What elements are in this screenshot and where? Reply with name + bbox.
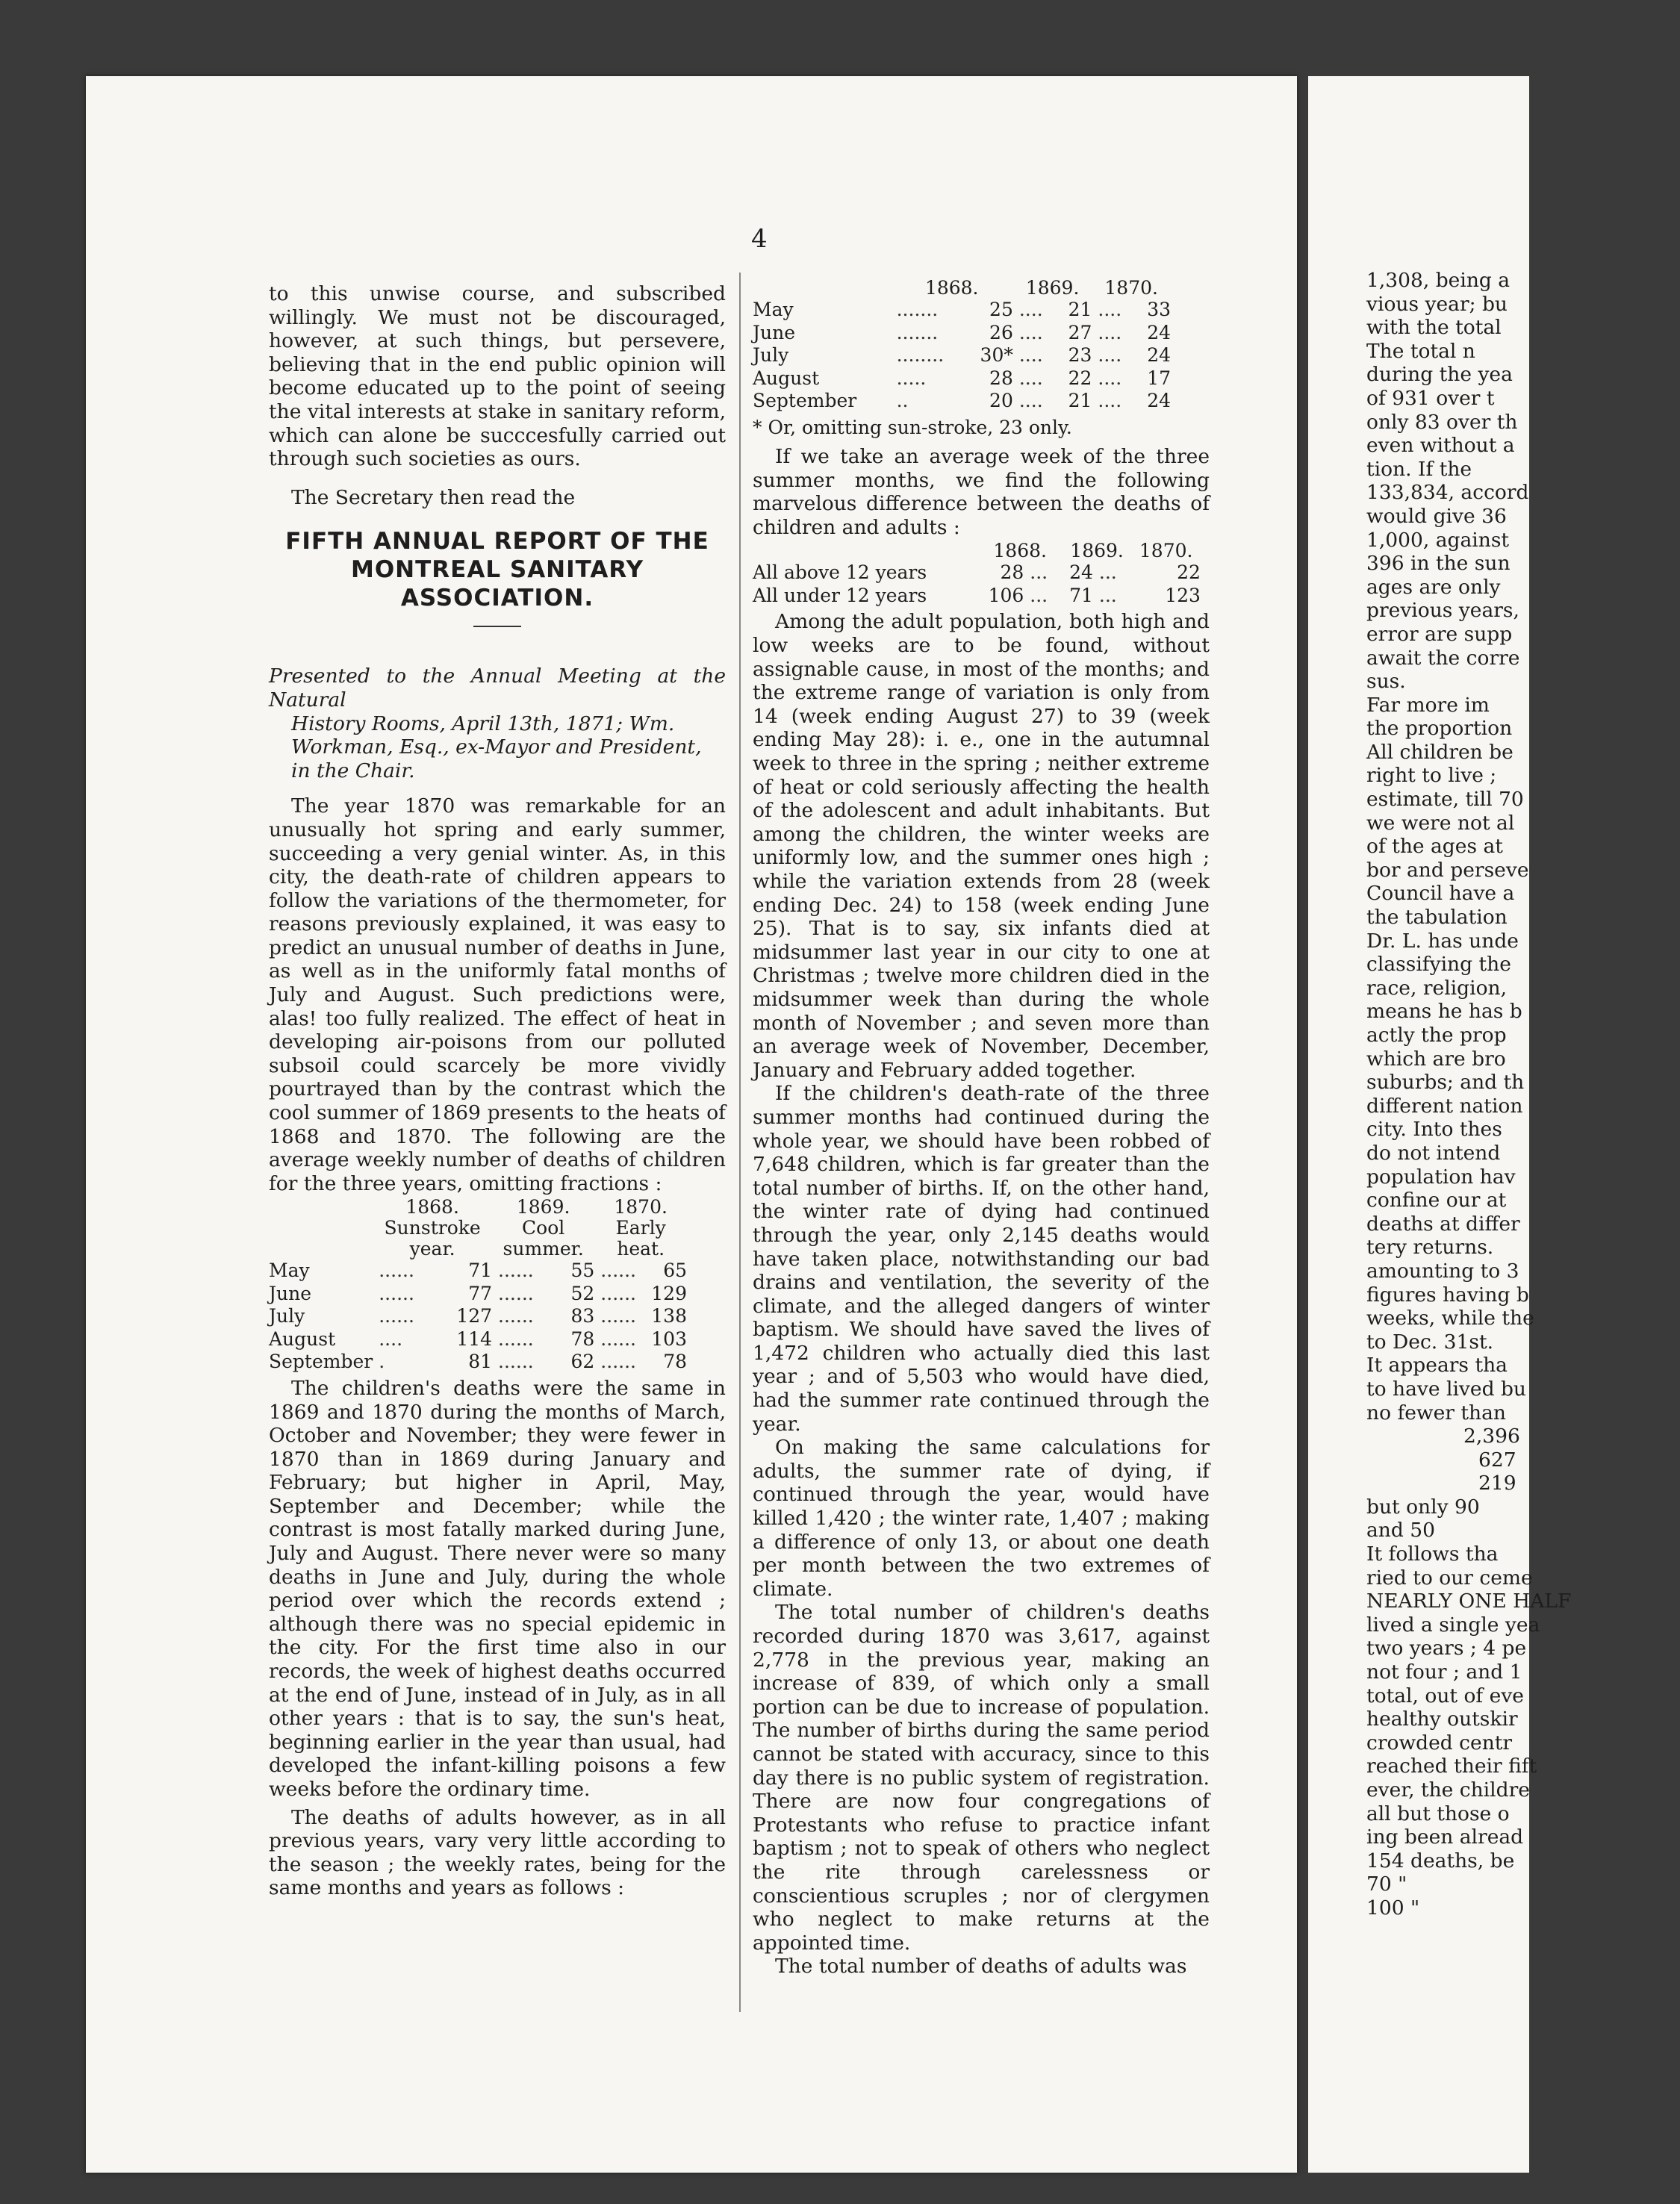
table-row: August .... 114 ...... 78 ...... 103	[269, 1327, 687, 1350]
footnote: * Or, omitting sun-stroke, 23 only.	[753, 416, 1072, 438]
paragraph-7: On making the same calculations for adults, the summer rate of dying, if continued through the year, would have killed 1,420 ; the winter rate, 1,407 ; making a difference of only 13, or about one death per month between the two extremes of climate.	[753, 1436, 1210, 1601]
text-line: the tabulation	[1366, 906, 1508, 930]
text-line: means he has b	[1366, 1000, 1522, 1024]
text-line: actly the prop	[1366, 1024, 1507, 1047]
secretary-paragraph: The Secretary then read the	[291, 485, 576, 509]
paragraph-1: The year 1870 was remarkable for an unusually hot spring and early summer, succeeding a very genial winter. As, in this city, the death-rate of children appears to follow the variations of the thermometer, for reasons previously explained, it was easy to predict an unusual number of deaths in June, as well as in the uniformly fatal months of July and August. Such predictions were, alas! too fully realized. The effect of heat in developing air-poisons from our polluted subsoil could scarcely be more vividly pourtrayed than by the contrast which the cool summer of 1869 presents to the heats of 1868 and 1870. The following are the average weekly number of deaths of children for the three years, omitting fractions :	[269, 794, 726, 1195]
table-row: All above 12 years 28 ... 24 ... 22	[753, 561, 1201, 584]
text-line: during the yea	[1366, 363, 1513, 387]
col-header-1870: 1870.	[1139, 540, 1193, 562]
text-line: Council have a	[1366, 882, 1515, 906]
text-line: error are supp	[1366, 622, 1513, 646]
text-line: right to live ;	[1366, 764, 1497, 788]
text-line: population hav	[1366, 1165, 1516, 1189]
column-divider	[739, 273, 741, 2012]
text-line: race, religion,	[1366, 976, 1508, 1000]
adult-deaths-table	[753, 278, 1171, 413]
summer-average-table	[753, 541, 1201, 607]
text-line: 1,000, against	[1366, 528, 1510, 552]
text-line: lived a single yea	[1366, 1613, 1540, 1637]
page-number: 4	[751, 224, 768, 254]
text-line: and 50	[1366, 1519, 1435, 1543]
report-title: FIFTH ANNUAL REPORT OF THE MONTREAL SANITARY ASSOCIATION.	[285, 528, 709, 612]
text-line: which are bro	[1366, 1047, 1506, 1071]
text-line: tery returns.	[1366, 1236, 1494, 1260]
text-line: suburbs; and th	[1366, 1071, 1525, 1095]
text-line: of the ages at	[1366, 835, 1503, 859]
text-line: no fewer than	[1366, 1401, 1506, 1425]
text-line: ried to our ceme	[1366, 1566, 1533, 1590]
text-line: It follows tha	[1366, 1543, 1499, 1566]
children-deaths-table	[269, 1197, 687, 1374]
paragraph-8: The total number of children's deaths recorded during 1870 was 3,617, against 2,778 in the previous year, making an increase of 839, of which only a small portion can be due to increase of population. The number of births during the same period cannot be stated with accuracy, since to this day there is no public system of registration. There are now four congregations of Protestants who refuse to practice infant baptism ; not to speak of others who neglect the rite through carelessness or conscientious scruples ; nor of clergymen who neglect to make returns at the appointed time.	[753, 1601, 1210, 1955]
text-line: vious year; bu	[1366, 292, 1508, 316]
table-row: May ...... 71 ...... 55 ...... 65	[269, 1260, 687, 1282]
text-line: NEARLY ONE HALF	[1366, 1590, 1572, 1613]
text-line: confine our at	[1366, 1189, 1507, 1212]
column-2	[753, 276, 1210, 1979]
text-line: 1,308, being a	[1366, 269, 1511, 292]
table-row: June ...... 77 ...... 52 ...... 129	[269, 1282, 687, 1304]
table-row: All under 12 years 106 ... 71 ... 123	[753, 584, 1201, 606]
text-line: not four ; and 1	[1366, 1660, 1522, 1684]
text-line: 100 "	[1366, 1896, 1420, 1920]
text-line: 627	[1478, 1448, 1516, 1472]
table-row: September . 81 ...... 62 ...... 78	[269, 1351, 687, 1373]
col-header-1868: 1868. Sunstroke year.	[384, 1196, 481, 1260]
text-line: bor and perseve	[1366, 858, 1529, 882]
text-line: Far more im	[1366, 693, 1490, 717]
paragraph-4: If we take an average week of the three summer months, we find the following marvelous difference between the deaths of children and adults :	[753, 445, 1210, 539]
text-line: 396 in the sun	[1366, 552, 1511, 576]
text-line: city. Into thes	[1366, 1118, 1502, 1142]
text-line: 2,396	[1463, 1425, 1520, 1448]
text-line: we were not al	[1366, 811, 1515, 835]
text-line: two years ; 4 pe	[1366, 1637, 1527, 1660]
text-line: total, out of eve	[1366, 1684, 1524, 1708]
paragraph-9: The total number of deaths of adults was	[775, 1955, 1187, 1979]
text-line: only 83 over th	[1366, 410, 1518, 434]
text-line: figures having b	[1366, 1283, 1529, 1307]
text-line: classifying the	[1366, 953, 1511, 977]
text-line: ing been alread	[1366, 1825, 1524, 1849]
text-line: deaths at differ	[1366, 1212, 1520, 1236]
text-line: The total n	[1366, 339, 1475, 363]
paragraph-3: The deaths of adults however, as in all previous years, vary very little according to the season ; the weekly rates, being for the same months and years as follows :	[269, 1805, 726, 1900]
title-rule	[473, 626, 521, 627]
text-line: would give 36	[1366, 504, 1507, 528]
text-line: even without a	[1366, 434, 1515, 458]
text-line: ages are only	[1366, 575, 1501, 599]
text-line: Dr. L. has unde	[1366, 929, 1519, 953]
table-row: July ...... 127 ...... 83 ...... 138	[269, 1305, 687, 1327]
text-line: different nation	[1366, 1094, 1523, 1118]
table-row: May ....... 25 .... 21 .... 33	[753, 299, 1171, 320]
text-line: tion. If the	[1366, 457, 1472, 481]
text-line: to Dec. 31st.	[1366, 1330, 1494, 1354]
intro-paragraph: to this unwise course, and subscribed willingly. We must not be discouraged, however, at such things, but persevere, believing that in the end public opinion will become educated up to the point of seeing the vital interests at stake in sanitary reform, which can alone be succcesfully carried out through such societies as ours.	[269, 282, 726, 471]
text-line: All children be	[1366, 740, 1513, 764]
text-line: previous years,	[1366, 599, 1519, 623]
col-header-1868: 1868.	[993, 540, 1047, 562]
text-line: weeks, while the	[1366, 1307, 1534, 1330]
text-line: reached their fift	[1366, 1755, 1537, 1778]
table-row: June ....... 26 .... 27 .... 24	[753, 321, 1171, 343]
presented-note: Presented to the Annual Meeting at the Natural History Rooms, April 13th, 1871; Wm. Workman, Esq., ex-Mayor and President, in the Chair.	[269, 664, 726, 782]
text-line: estimate, till 70	[1366, 788, 1524, 812]
text-line: to have lived bu	[1366, 1377, 1526, 1401]
text-line: ever, the childre	[1366, 1778, 1530, 1802]
paragraph-5: Among the adult population, both high and low weeks are to be found, without assignable cause, in most of the months; and the extreme range of variation is only from 14 (week ending August 27) to 39 (week ending May 28): i. e., one in the autumnal week to three in the spring ; neither extreme of heat or cold seriously affecting the health of the adolescent and adult inhabitants. But among the children, the winter weeks are uniformly low, and the summer ones high ; while the variation extends from 28 (week ending Dec. 24) to 158 (week ending June 25). That is to say, six infants died at midsummer last year in our city to one at Christmas ; twelve more children died in the midsummer week than during the whole month of November ; and seven more than an average week of November, December, January and February added together.	[753, 610, 1210, 1082]
table-row: July ........ 30* .... 23 .... 24	[753, 344, 1171, 366]
col-header-1870: 1870. Early heat.	[614, 1196, 668, 1260]
text-line: but only 90	[1366, 1495, 1480, 1519]
col-header-1869: 1869.	[1070, 540, 1124, 562]
table-row: August ..... 28 .... 22 .... 17	[753, 367, 1171, 389]
text-line: all but those o	[1366, 1802, 1510, 1825]
text-line: 154 deaths, be	[1366, 1849, 1515, 1873]
text-line: amounting to 3	[1366, 1259, 1519, 1283]
text-line: 219	[1478, 1472, 1516, 1495]
table-row: September .. 20 .... 21 .... 24	[753, 390, 1171, 411]
col-header-1869: 1869.	[1025, 277, 1080, 299]
col-header-1868: 1868.	[924, 277, 979, 299]
text-line: of 931 over t	[1366, 386, 1495, 410]
column-1	[269, 282, 726, 1900]
text-line: sus.	[1366, 670, 1406, 694]
text-line: do not intend	[1366, 1141, 1501, 1165]
column-3-partial	[1366, 269, 1680, 1920]
text-line: It appears tha	[1366, 1354, 1508, 1378]
paragraph-6: If the children's death-rate of the three summer months had continued during the whole year, we should have been robbed of 7,648 children, which is far greater than the total number of births. If, on the other hand, the winter rate of dying had continued through the year, only 2,145 deaths would have taken place, notwithstanding our bad drains and ventilation, the severity of the climate, and the alleged dangers of winter baptism. We should have saved the lives of 1,472 children who actually died this last year ; and of 5,503 who would have died, had the summer rate continued through the year.	[753, 1082, 1210, 1436]
text-line: the proportion	[1366, 717, 1513, 741]
text-line: crowded centr	[1366, 1731, 1513, 1755]
text-line: with the total	[1366, 316, 1502, 340]
text-line: 70 "	[1366, 1873, 1407, 1896]
text-line: 133,834, accord	[1366, 481, 1529, 505]
col-header-1870: 1870.	[1104, 277, 1158, 299]
col-header-1869: 1869. Cool summer.	[503, 1196, 584, 1260]
text-line: await the corre	[1366, 646, 1520, 670]
text-line: healthy outskir	[1366, 1708, 1518, 1731]
paragraph-2: The children's deaths were the same in 1869 and 1870 during the months of March, October and November; they were fewer in 1870 than in 1869 during January and February; but higher in April, May, September and December; while the contrast is most fatally marked during June, July and August. There never were so many deaths in June and July, during the whole period over which the records extend ; although there was no special epidemic in the city. For the first time also in our records, the week of highest deaths occurred at the end of June, instead of in July, as in all other years : that is to say, the sun's heat, beginning earlier in the year than usual, had developed the infant-killing poisons a few weeks before the ordinary time.	[269, 1376, 726, 1801]
